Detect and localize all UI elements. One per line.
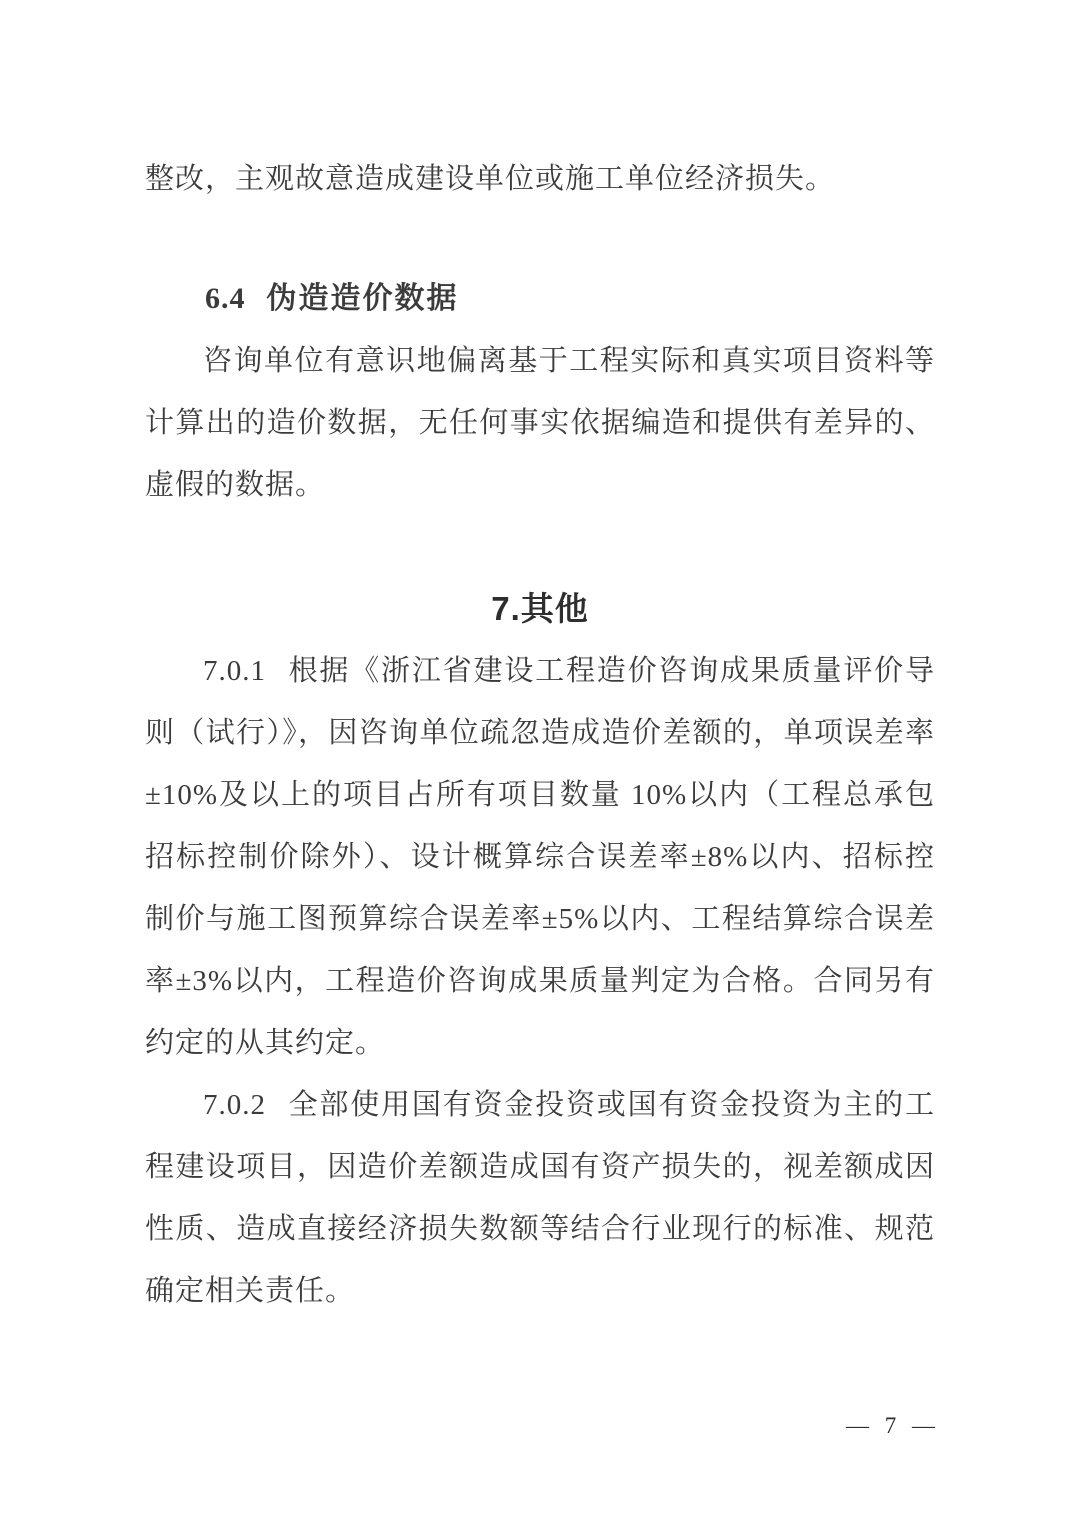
section-6-4-body: 咨询单位有意识地偏离基于工程实际和真实项目资料等计算出的造价数据，无任何事实依据编造和提供有差异的、虚假的数据。 xyxy=(145,345,935,501)
section-6-4-title: 伪造造价数据 xyxy=(266,282,459,315)
section-heading-7: 7.其他 xyxy=(491,590,589,627)
section-heading-6-4 xyxy=(145,268,935,330)
page-number: — 7 — xyxy=(846,1413,940,1438)
clause-7-0-2 xyxy=(145,1074,935,1322)
page-content xyxy=(145,0,935,1322)
section-6-4-number: 6.4 xyxy=(205,282,246,315)
clause-7-0-2-text: 全部使用国有资金投资或国有资金投资为主的工程建设项目，因造价差额造成国有资产损失的，视差额成因性质、造成直接经济损失数额等结合行业现行的标准、规范确定相关责任。 xyxy=(145,1089,935,1307)
clause-7-0-1 xyxy=(145,640,935,1074)
clause-7-0-1-number: 7.0.1 xyxy=(203,655,266,687)
clause-7-0-2-number: 7.0.2 xyxy=(203,1089,266,1121)
paragraph-continuation: 整改，主观故意造成建设单位或施工单位经济损失。 xyxy=(145,163,836,195)
clause-7-0-1-text: 根据《浙江省建设工程造价咨询成果质量评价导则（试行）》，因咨询单位疏忽造成造价差额的，单项误差率±10%及以上的项目占所有项目数量 10%以内（工程总承包招标控制价除外）、设计概算综合误差率±8%以内、招标控制价与施工图预算综合误差率±5%以内、工程结算综合误差率±3%以内，工程造价咨询成果质量判定为合格。合同另有约定的从其约定。 xyxy=(145,655,935,1059)
